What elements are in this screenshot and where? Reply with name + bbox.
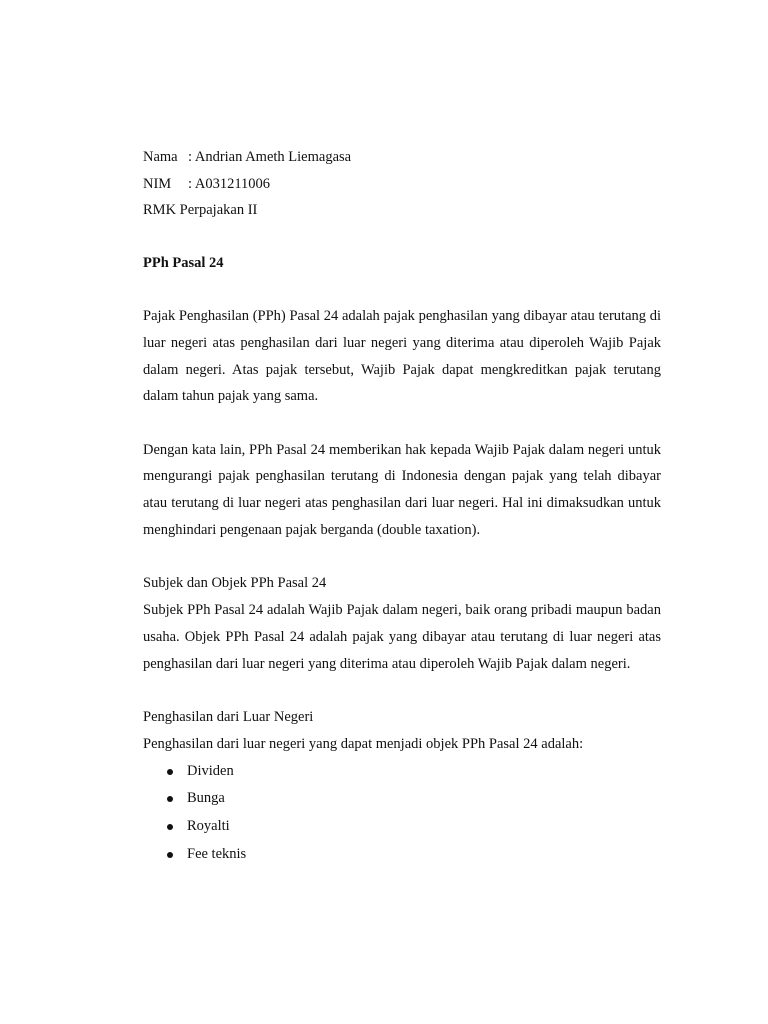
nim-label: NIM [143, 175, 172, 192]
course-name: RMK Perpajakan II [143, 202, 258, 218]
paragraph-definition: Pajak Penghasilan (PPh) Pasal 24 adalah pajak penghasilan yang dibayar atau terutang di luar negeri atas penghasilan dari luar negeri yang diterima atau diperoleh Wajib Pajak dalam negeri. Atas pajak tersebut, Wajib Pajak dapat mengkreditkan pajak terutang dalam tahun pajak yang sama. [143, 308, 661, 405]
penghasilan-intro: Penghasilan dari luar negeri yang dapat menjadi objek PPh Pasal 24 adalah: [143, 735, 584, 752]
bullet-icon [167, 852, 173, 858]
list-item: Bunga [143, 785, 661, 813]
document-page [143, 144, 661, 868]
nim-value: : A031211006 [188, 175, 271, 192]
section-heading-subjek: Subjek dan Objek PPh Pasal 24 [143, 575, 327, 592]
bullet-icon [167, 796, 173, 802]
paragraph-explanation: Dengan kata lain, PPh Pasal 24 memberikan hak kepada Wajib Pajak dalam negeri untuk mengurangi pajak penghasilan terutang di Indonesia dengan pajak yang telah dibayar atau terutang di luar negeri atas penghasilan dari luar negeri. Hal ini dimaksudkan untuk menghindari pengenaan pajak berganda (double taxation). [143, 441, 661, 539]
document-title: PPh Pasal 24 [143, 255, 224, 271]
section-heading-penghasilan: Penghasilan dari Luar Negeri [143, 709, 314, 726]
nama-row [143, 144, 661, 171]
nama-value: : Andrian Ameth Liemagasa [188, 149, 352, 165]
bullet-icon [167, 769, 173, 775]
nim-row [143, 171, 661, 198]
list-item: Dividen [143, 758, 661, 786]
income-list [143, 758, 661, 869]
bullet-icon [167, 824, 173, 830]
list-item: Fee teknis [143, 841, 661, 869]
paragraph-subjek: Subjek PPh Pasal 24 adalah Wajib Pajak dalam negeri, baik orang pribadi maupun badan usaha. Objek PPh Pasal 24 adalah pajak yang dibayar atau terutang di luar negeri atas penghasilan dari luar negeri yang diterima atau diperoleh Wajib Pajak dalam negeri. [143, 602, 661, 672]
nama-label: Nama [143, 149, 178, 165]
list-item: Royalti [143, 813, 661, 841]
